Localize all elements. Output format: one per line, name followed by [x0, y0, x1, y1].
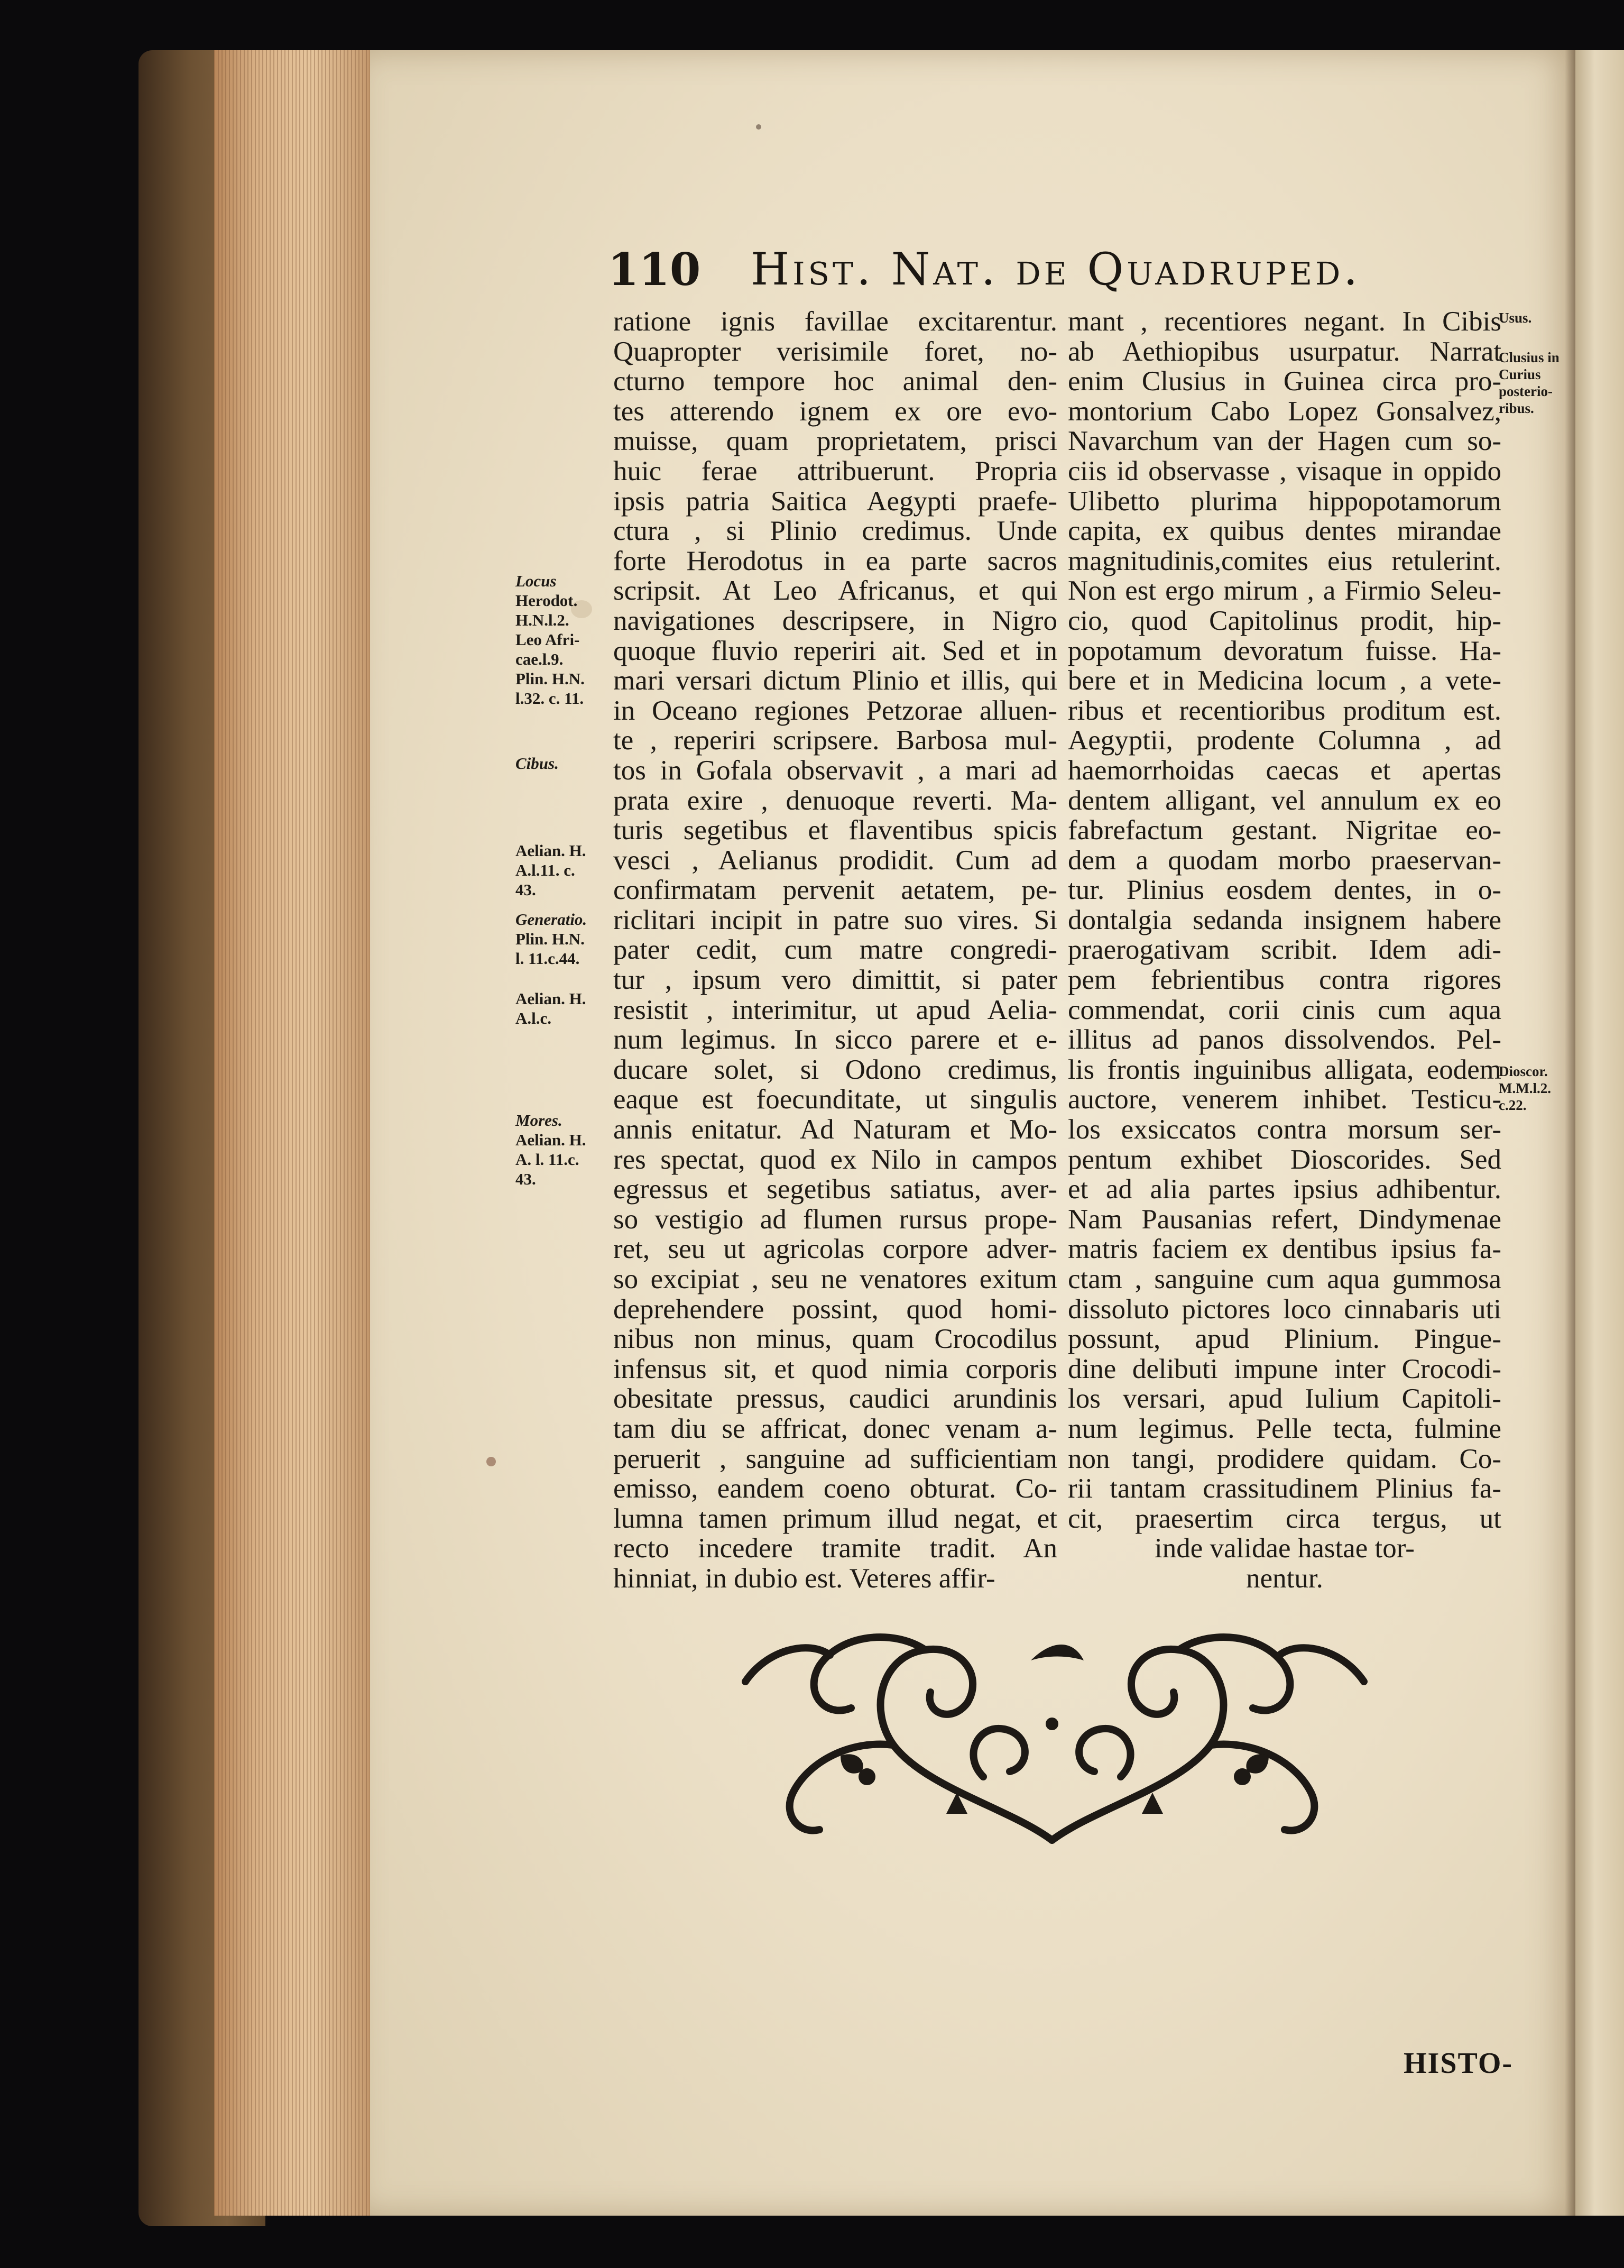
- stain: [756, 124, 761, 130]
- margin-note-line: 43.: [515, 880, 536, 899]
- text-line: cturno tempore hoc animal den-: [613, 366, 1057, 397]
- margin-note: [515, 841, 586, 899]
- margin-note-line: A. l. 11.c.: [515, 1150, 579, 1169]
- text-line: tam diu se affricat, donec venam a-: [613, 1413, 1057, 1444]
- text-line: commendat, corii cinis cum aqua: [1068, 994, 1501, 1025]
- page-number: 110: [608, 243, 701, 296]
- text-line: obesitate pressus, caudici arundinis: [613, 1383, 1057, 1415]
- margin-note: [515, 571, 585, 708]
- margin-note-line: Leo Afri-: [515, 630, 580, 649]
- text-line: pater cedit, cum matre congredi-: [613, 934, 1057, 966]
- margin-note-line: cae.l.9.: [515, 650, 564, 668]
- text-line: cio, quod Capitolinus prodit, hip-: [1068, 605, 1501, 636]
- running-header: [608, 243, 1427, 296]
- margin-note-line: posterio-: [1499, 383, 1553, 399]
- margin-note-line: Aelian. H.: [515, 841, 586, 860]
- margin-note-line: c.22.: [1499, 1097, 1527, 1113]
- text-line: te , reperiri scripsere. Barbosa mul-: [613, 725, 1057, 756]
- text-line: ctura , si Plinio credimus. Unde: [613, 516, 1057, 547]
- text-line: vesci , Aelianus prodidit. Cum ad: [613, 844, 1057, 876]
- text-line: Aegyptii, prodente Columna , ad: [1068, 725, 1501, 756]
- margin-note-line: Aelian. H.: [515, 1131, 586, 1149]
- margin-note-line: Cibus.: [515, 754, 559, 773]
- margin-note: [1499, 1063, 1551, 1114]
- margin-note-line: Usus.: [1499, 310, 1532, 326]
- text-line: forte Herodotus in ea parte sacros: [613, 545, 1057, 576]
- margin-note-line: l.32. c. 11.: [515, 689, 584, 708]
- text-line: quoque fluvio reperiri ait. Sed et in: [613, 635, 1057, 666]
- text-line: ribus et recentioribus proditum est.: [1068, 695, 1501, 726]
- text-line: mari versari dictum Plinio et illis, qui: [613, 665, 1057, 696]
- margin-note-line: Curius: [1499, 366, 1541, 382]
- text-line: possunt, apud Plinium. Pingue-: [1068, 1324, 1501, 1355]
- text-line: turis segetibus et flaventibus spicis: [613, 815, 1057, 846]
- margin-note-line: 43.: [515, 1170, 536, 1188]
- text-line: eaque est foecunditate, ut singulis: [613, 1084, 1057, 1115]
- margin-note-line: l. 11.c.44.: [515, 949, 580, 968]
- margin-note-line: Aelian. H.: [515, 989, 586, 1008]
- text-line: Quapropter verisimile foret, no-: [613, 336, 1057, 367]
- text-line: confirmatam pervenit aetatem, pe-: [613, 875, 1057, 906]
- margin-note-line: M.M.l.2.: [1499, 1080, 1551, 1096]
- text-line: dontalgia sedanda insignem habere: [1068, 904, 1501, 935]
- text-line: so vestigio ad flumen rursus prope-: [613, 1204, 1057, 1235]
- text-column-right: [1068, 307, 1501, 1594]
- text-line: praerogativam scribit. Idem adi-: [1068, 934, 1501, 966]
- running-title: Hist. Nat. de Quadruped.: [751, 243, 1361, 295]
- text-line: navigationes descripsere, in Nigro: [613, 605, 1057, 636]
- margin-note-line: A.l.11. c.: [515, 861, 575, 879]
- text-line: nentur.: [1246, 1563, 1323, 1594]
- margin-note-line: Mores.: [515, 1111, 562, 1130]
- text-line: hinniat, in dubio est. Veteres affir-: [613, 1563, 995, 1594]
- text-line: num legimus. Pelle tecta, fulmine: [1068, 1413, 1501, 1444]
- text-line: resistit , interimitur, ut apud Aelia-: [613, 994, 1057, 1025]
- text-line: Navarchum van der Hagen cum so-: [1068, 426, 1501, 457]
- margin-note-line: H.N.l.2.: [515, 611, 569, 629]
- margin-note-line: ribus.: [1499, 400, 1534, 416]
- text-line: ab Aethiopibus usurpatur. Narrat: [1068, 336, 1501, 367]
- text-line: capita, ex quibus dentes mirandae: [1068, 516, 1501, 547]
- text-column-left: [613, 307, 1057, 1594]
- text-line: deprehendere possint, quod homi-: [613, 1293, 1057, 1325]
- text-line: annis enitatur. Ad Naturam et Mo-: [613, 1114, 1057, 1145]
- margin-note-line: Generatio.: [515, 910, 587, 929]
- text-line: recto incedere tramite tradit. An: [613, 1533, 1057, 1564]
- text-line: in Oceano regiones Petzorae alluen-: [613, 695, 1057, 726]
- text-line: ratione ignis favillae excitarentur.: [613, 306, 1057, 337]
- text-line: tur , ipsum vero dimittit, si pater: [613, 965, 1057, 996]
- margin-note: [515, 989, 586, 1028]
- text-line: emisso, eandem coeno obturat. Co-: [613, 1473, 1057, 1504]
- text-line: egressus et segetibus satiatus, aver-: [613, 1174, 1057, 1205]
- text-line: auctore, venerem inhibet. Testicu-: [1068, 1084, 1501, 1115]
- text-line: rii tantam crassitudinem Plinius fa-: [1068, 1473, 1501, 1504]
- text-line: haemorrhoidas caecas et apertas: [1068, 755, 1501, 786]
- margin-note-line: Herodot.: [515, 591, 578, 610]
- margin-note: [515, 910, 587, 968]
- margin-note-line: Plin. H.N.: [515, 669, 585, 688]
- text-line: inde validae hastae tor-: [1155, 1533, 1415, 1564]
- text-line: lumna tamen primum illud negat, et: [613, 1503, 1057, 1534]
- text-line: illitus ad panos dissolvendos. Pel-: [1068, 1024, 1501, 1055]
- margin-note-line: Clusius in: [1499, 350, 1560, 365]
- text-line: montorium Cabo Lopez Gonsalvez,: [1068, 396, 1501, 427]
- text-line: tes atterendo ignem ex ore evo-: [613, 396, 1057, 427]
- text-line: riclitari incipit in patre suo vires. Si: [613, 904, 1057, 935]
- text-line: pentum exhibet Dioscorides. Sed: [1068, 1144, 1501, 1175]
- text-line: nibus non minus, quam Crocodilus: [613, 1324, 1057, 1355]
- text-line: dentem alligant, vel annulum ex eo: [1068, 785, 1501, 816]
- text-line: enim Clusius in Guinea circa pro-: [1068, 366, 1501, 397]
- margin-note: [515, 754, 559, 773]
- text-line: Nam Pausanias refert, Dindymenae: [1068, 1204, 1501, 1235]
- text-line: fabrefactum gestant. Nigritae eo-: [1068, 815, 1501, 846]
- facing-page-edge: [1575, 50, 1624, 2216]
- text-line: los exsiccatos contra morsum ser-: [1068, 1114, 1501, 1145]
- text-line: non tangi, prodidere quidam. Co-: [1068, 1443, 1501, 1474]
- margin-note: [515, 1110, 586, 1189]
- text-line: ciis id observasse , visaque in oppido: [1068, 455, 1501, 486]
- text-line: cit, praesertim circa tergus, ut: [1068, 1503, 1501, 1534]
- text-line: dine delibuti impune inter Crocodi-: [1068, 1353, 1501, 1384]
- margin-note-line: Locus: [515, 572, 557, 590]
- text-line: Ulibetto plurima hippopotamorum: [1068, 485, 1501, 517]
- woodcut-ornament: [735, 1618, 1374, 1845]
- text-line: matris faciem ex dentibus ipsius fa-: [1068, 1234, 1501, 1265]
- text-line: scripsit. At Leo Africanus, et qui: [613, 575, 1057, 607]
- margin-note: [1499, 309, 1531, 326]
- text-line: ipsis patria Saitica Aegypti praefe-: [613, 485, 1057, 517]
- text-line: mant , recentiores negant. In Cibis: [1068, 306, 1501, 337]
- text-line: et ad alia partes ipsius adhibentur.: [1068, 1174, 1501, 1205]
- text-line: huic ferae attribuerunt. Propria: [613, 455, 1057, 486]
- page-edges: [214, 50, 389, 2216]
- text-line: dem a quodam morbo praeservan-: [1068, 844, 1501, 876]
- text-line: popotamum devoratum fuisse. Ha-: [1068, 635, 1501, 666]
- margin-note: [1499, 349, 1560, 417]
- text-line: los versari, apud Iulium Capitoli-: [1068, 1383, 1501, 1415]
- text-line: bere et in Medicina locum , a vete-: [1068, 665, 1501, 696]
- text-line: lis frontis inguinibus alligata, eodem: [1068, 1054, 1501, 1085]
- text-line: infensus sit, et quod nimia corporis: [613, 1353, 1057, 1384]
- text-line: num legimus. In sicco parere et e-: [613, 1024, 1057, 1055]
- margin-note-line: A.l.c.: [515, 1009, 552, 1027]
- text-line: peruerit , sanguine ad sufficientiam: [613, 1443, 1057, 1474]
- text-line: res spectat, quod ex Nilo in campos: [613, 1144, 1057, 1175]
- text-line: tos in Gofala observavit , a mari ad: [613, 755, 1057, 786]
- text-line: tur. Plinius eosdem dentes, in o-: [1068, 875, 1501, 906]
- margin-note-line: Plin. H.N.: [515, 930, 585, 948]
- margin-note-line: Dioscor.: [1499, 1063, 1548, 1079]
- text-line: ducare solet, si Odono credimus,: [613, 1054, 1057, 1085]
- stain: [486, 1457, 496, 1466]
- text-line: so excipiat , seu ne venatores exitum: [613, 1264, 1057, 1294]
- catchword: HISTO-: [1404, 2047, 1514, 2080]
- text-line: ctam , sanguine cum aqua gummosa: [1068, 1264, 1501, 1294]
- text-line: pem febrientibus contra rigores: [1068, 965, 1501, 996]
- text-line: dissoluto pictores loco cinnabaris uti: [1068, 1293, 1501, 1325]
- text-line: Non est ergo mirum , a Firmio Seleu-: [1068, 575, 1501, 607]
- text-line: prata exire , denuoque reverti. Ma-: [613, 785, 1057, 816]
- text-line: magnitudinis,comites eius retulerint.: [1068, 545, 1501, 576]
- text-line: muisse, quam proprietatem, prisci: [613, 426, 1057, 457]
- text-line: ret, seu ut agricolas corpore adver-: [613, 1234, 1057, 1265]
